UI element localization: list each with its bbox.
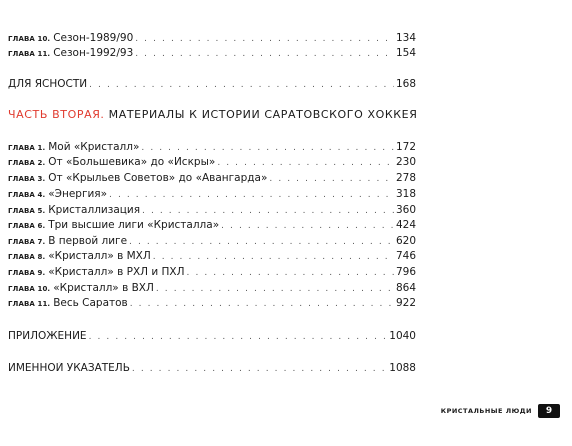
- toc-entry-part1-ch10[interactable]: [8, 32, 416, 48]
- chapter-title: В первой лиге: [48, 235, 128, 247]
- page-footer: [441, 404, 560, 418]
- toc-entry-part1-ch11[interactable]: [8, 47, 416, 63]
- leader-dots: [142, 206, 394, 216]
- page-number: 620: [395, 235, 416, 247]
- toc-entry-part2-ch9[interactable]: [8, 266, 416, 282]
- leader-dots: [135, 49, 394, 59]
- chapter-title: «Кристалл» в ВХЛ: [53, 282, 154, 294]
- leader-dots: [141, 143, 394, 153]
- page-number: 1040: [389, 330, 416, 342]
- chapter-title: Сезон-1989/90: [53, 32, 134, 44]
- toc-entry-part2-ch6[interactable]: [8, 219, 416, 235]
- toc-entry-part2-ch3[interactable]: [8, 172, 416, 188]
- leader-dots: [269, 174, 394, 184]
- page-number: 154: [395, 47, 416, 59]
- chapter-title: «Энергия»: [48, 188, 108, 200]
- page-number: 864: [395, 282, 416, 294]
- part-two-heading: [8, 108, 417, 121]
- chapter-number: ГЛАВА 9.: [8, 269, 46, 277]
- chapter-title: Сезон-1992/93: [53, 47, 134, 59]
- section-title: ИМЕННОЙ УКАЗАТЕЛЬ: [8, 362, 130, 374]
- chapter-title: «Кристалл» в МХЛ: [48, 250, 151, 262]
- leader-dots: [221, 221, 394, 231]
- section-title: ДЛЯ ЯСНОСТИ: [8, 78, 88, 90]
- chapter-number: ГЛАВА 7.: [8, 238, 46, 246]
- leader-dots: [109, 190, 394, 200]
- page-number: 424: [395, 219, 416, 231]
- leader-dots: [135, 34, 394, 44]
- chapter-title: «Кристалл» в РХЛ и ПХЛ: [48, 266, 185, 278]
- chapter-number: ГЛАВА 2.: [8, 159, 46, 167]
- chapter-number: ГЛАВА 5.: [8, 207, 46, 215]
- toc-entry-part2-ch5[interactable]: [8, 204, 416, 220]
- page-number: 172: [395, 141, 416, 153]
- chapter-number: ГЛАВА 3.: [8, 175, 46, 183]
- page-number: 360: [395, 204, 416, 216]
- chapter-number: ГЛАВА 6.: [8, 222, 46, 230]
- chapter-title: От «Крыльев Советов» до «Авангарда»: [48, 172, 268, 184]
- toc-entry-part2-ch2[interactable]: [8, 156, 416, 172]
- toc-entry-part2-ch11[interactable]: [8, 297, 416, 313]
- chapter-title: Кристаллизация: [48, 204, 141, 216]
- page-number: 278: [395, 172, 416, 184]
- toc-entry-part2-ch8[interactable]: [8, 250, 416, 266]
- chapter-number: ГЛАВА 8.: [8, 253, 46, 261]
- page-number: 168: [395, 78, 416, 90]
- page-number-badge: 9: [538, 404, 560, 418]
- page-number: 922: [395, 297, 416, 309]
- part-title: МАТЕРИАЛЫ К ИСТОРИИ САРАТОВСКОГО ХОККЕЯ: [108, 108, 418, 121]
- page-number: 796: [395, 266, 416, 278]
- chapter-number: ГЛАВА 11.: [8, 50, 51, 58]
- leader-dots: [89, 332, 388, 342]
- leader-dots: [153, 252, 394, 262]
- page-number: 746: [395, 250, 416, 262]
- leader-dots: [217, 158, 394, 168]
- page-number: 1088: [389, 362, 416, 374]
- leader-dots: [132, 364, 387, 374]
- page-number: 134: [395, 32, 416, 44]
- toc-entry-part2-ch4[interactable]: [8, 188, 416, 204]
- leader-dots: [89, 80, 394, 90]
- chapter-number: ГЛАВА 4.: [8, 191, 46, 199]
- chapter-number: ГЛАВА 1.: [8, 144, 46, 152]
- toc-entry-part2-ch1[interactable]: [8, 141, 416, 157]
- chapter-title: От «Большевика» до «Искры»: [48, 156, 216, 168]
- chapter-title: Мой «Кристалл»: [48, 141, 140, 153]
- page-number: 230: [395, 156, 416, 168]
- chapter-number: ГЛАВА 10.: [8, 285, 51, 293]
- leader-dots: [130, 299, 394, 309]
- chapter-title: Три высшие лиги «Кристалла»: [48, 219, 220, 231]
- chapter-title: Весь Саратов: [53, 297, 128, 309]
- toc-entry-name-index[interactable]: [8, 362, 416, 378]
- book-title: КРИСТАЛЬНЫЕ ЛЮДИ: [440, 407, 532, 415]
- page-number: 318: [395, 188, 416, 200]
- leader-dots: [187, 268, 394, 278]
- chapter-number: ГЛАВА 10.: [8, 35, 51, 43]
- toc-entry-part2-ch7[interactable]: [8, 235, 416, 251]
- part-label: ЧАСТЬ ВТОРАЯ.: [8, 108, 105, 121]
- toc-entry-clarity[interactable]: [8, 78, 416, 94]
- section-title: ПРИЛОЖЕНИЕ: [8, 330, 87, 342]
- leader-dots: [129, 237, 394, 247]
- leader-dots: [156, 284, 394, 294]
- toc-entry-part2-ch10[interactable]: [8, 282, 416, 298]
- chapter-number: ГЛАВА 11.: [8, 300, 51, 308]
- toc-entry-appendix[interactable]: [8, 330, 416, 346]
